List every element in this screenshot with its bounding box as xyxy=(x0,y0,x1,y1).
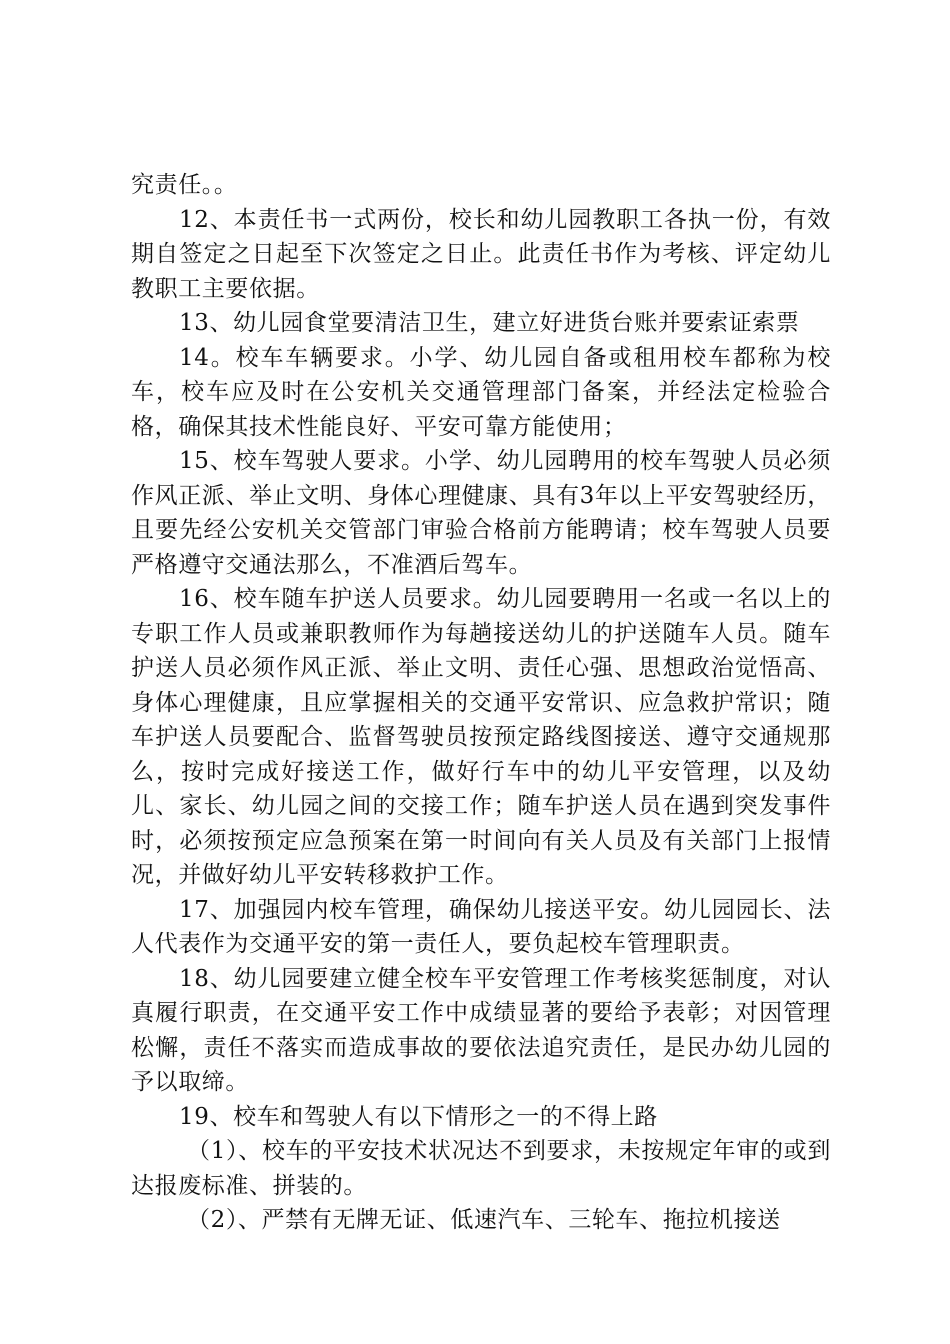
paragraph-continuation: 究责任。。 xyxy=(131,172,238,198)
paragraph-item-12: 12、本责任书一式两份，校长和幼儿园教职工各执一份，有效期自签定之日起至下次签定之日止。此责任书作为考核、评定幼儿教职工主要依据。 xyxy=(131,206,831,302)
paragraph-item-17: 17、加强园内校车管理，确保幼儿接送平安。幼儿园园长、法人代表作为交通平安的第一责任人，要负起校车管理职责。 xyxy=(131,896,831,957)
document-body xyxy=(131,168,831,1238)
paragraph-item-19: 19、校车和驾驶人有以下情形之一的不得上路 xyxy=(179,1103,658,1130)
paragraph-item-15: 15、校车驾驶人要求。小学、幼儿园聘用的校车驾驶人员必须作风正派、举止文明、身体心理健康、具有3年以上平安驾驶经历，且要先经公安机关交管部门审验合格前方能聘请；校车驾驶人员要严格遵守交通法那么，不准酒后驾车。 xyxy=(131,448,831,578)
paragraph-item-16: 16、校车随车护送人员要求。幼儿园要聘用一名或一名以上的专职工作人员或兼职教师作为每趟接送幼儿的护送随车人员。随车护送人员必须作风正派、举止文明、责任心强、思想政治觉悟高、身体心理健康，且应掌握相关的交通平安常识、应急救护常识；随车护送人员要配合、监督驾驶员按预定路线图接送、遵守交通规那么，按时完成好接送工作，做好行车中的幼儿平安管理，以及幼儿、家长、幼儿园之间的交接工作；随车护送人员在遇到突发事件时，必须按预定应急预案在第一时间向有关人员及有关部门上报情况，并做好幼儿平安转移救护工作。 xyxy=(131,586,831,888)
paragraph-item-18: 18、幼儿园要建立健全校车平安管理工作考核奖惩制度，对认真履行职责，在交通平安工作中成绩显著的要给予表彰；对因管理松懈，责任不落实而造成事故的要依法追究责任，是民办幼儿园的予以取缔。 xyxy=(131,965,831,1095)
paragraph-item-13: 13、幼儿园食堂要清洁卫生，建立好进货台账并要索证索票 xyxy=(179,310,800,336)
paragraph-item-14: 14。校车车辆要求。小学、幼儿园自备或租用校车都称为校车，校车应及时在公安机关交通管理部门备案，并经法定检验合格，确保其技术性能良好、平安可靠方能使用； xyxy=(131,344,831,440)
paragraph-subitem-1: （1）、校车的平安技术状况达不到要求，未按规定年审的或到达报废标准、拼装的。 xyxy=(131,1138,831,1199)
paragraph-subitem-2: （2）、严禁有无牌无证、低速汽车、三轮车、拖拉机接送 xyxy=(187,1207,781,1233)
